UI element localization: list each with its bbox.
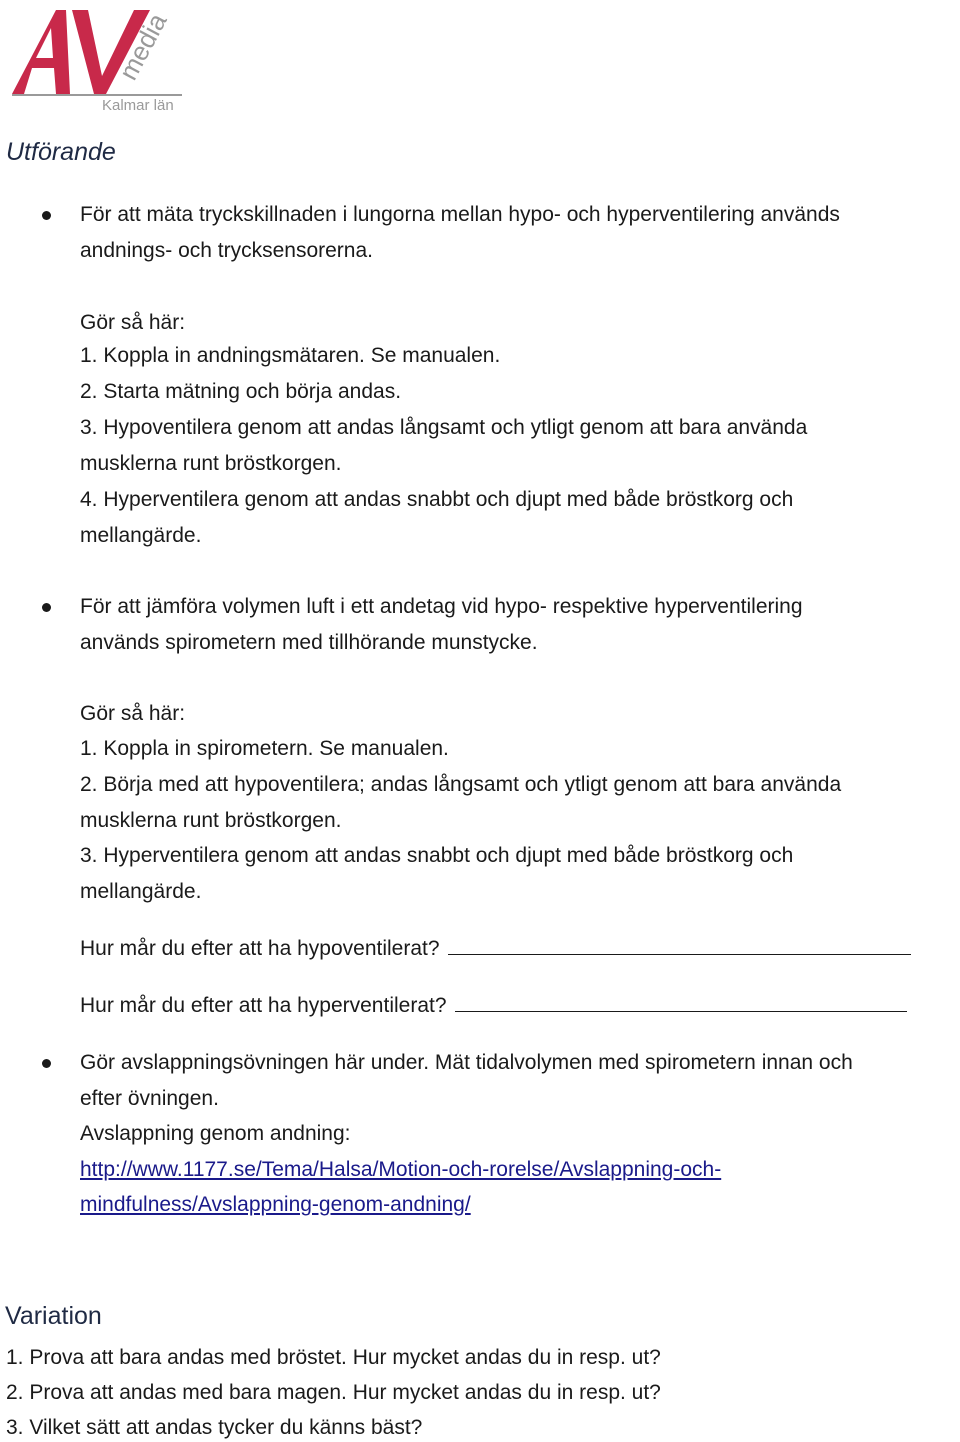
bullet1-step: musklerna runt bröstkorgen. [80,452,342,475]
bullet-dot [42,1059,51,1068]
variation-item: 3. Vilket sätt att andas tycker du känns bäst? [6,1416,423,1439]
av-media-logo [4,2,184,114]
bullet1-step: 3. Hypoventilera genom att andas långsamt och ytligt genom att bara använda [80,416,808,439]
bullet1-step: mellangärde. [80,524,202,547]
variation-item: 2. Prova att andas med bara magen. Hur mycket andas du in resp. ut? [6,1381,661,1404]
bullet2-step: 2. Börja med att hypoventilera; andas långsamt och ytligt genom att bara använda [80,773,842,796]
variation-item: 1. Prova att bara andas med bröstet. Hur mycket andas du in resp. ut? [6,1346,661,1369]
question-hyper-text: Hur mår du efter att ha hyperventilerat? [80,994,447,1017]
question-hypo-text: Hur mår du efter att ha hypoventilerat? [80,937,440,960]
logo-region-text: Kalmar län [102,97,174,114]
bullet2-line: För att jämföra volymen luft i ett andetag vid hypo- respektive hyperventilering [80,595,803,618]
logo-media-text: media [112,8,173,85]
bullet2-line: används spirometern med tillhörande munstycke. [80,631,538,654]
relaxation-link[interactable] [80,1191,471,1219]
question-hyper [80,991,907,1020]
bullet3-line: efter övningen. [80,1087,219,1110]
relaxation-link-part1[interactable]: http://www.1177.se/Tema/Halsa/Motion-och-rorelse/Avslappning-och- [80,1158,722,1181]
question-hypo [80,934,911,963]
bullet1-line: andnings- och trycksensorerna. [80,239,373,262]
bullet-dot [42,211,51,220]
section-title: Utförande [6,138,116,166]
answer-blank-hypo[interactable] [448,934,911,955]
bullet-dot [42,603,51,612]
bullet2-intro: Gör så här: [80,702,186,725]
bullet1-line: För att mäta tryckskillnaden i lungorna mellan hypo- och hyperventilering används [80,203,840,226]
bullet1-step: 2. Starta mätning och börja andas. [80,380,402,403]
bullet3-line: Gör avslappningsövningen här under. Mät tidalvolymen med spirometern innan och [80,1051,853,1074]
bullet2-step: 1. Koppla in spirometern. Se manualen. [80,737,449,760]
variation-title: Variation [5,1302,102,1330]
answer-blank-hyper[interactable] [455,991,907,1012]
bullet1-step: 1. Koppla in andningsmätaren. Se manualen. [80,344,501,367]
bullet2-step: musklerna runt bröstkorgen. [80,809,342,832]
bullet2-step: mellangärde. [80,880,202,903]
bullet1-intro: Gör så här: [80,311,186,334]
relaxation-link-part2[interactable]: mindfulness/Avslappning-genom-andning/ [80,1193,471,1216]
bullet3-line: Avslappning genom andning: [80,1122,351,1145]
bullet2-step: 3. Hyperventilera genom att andas snabbt och djupt med både bröstkorg och [80,844,794,867]
bullet1-step: 4. Hyperventilera genom att andas snabbt och djupt med både bröstkorg och [80,488,794,511]
relaxation-link[interactable] [80,1156,721,1184]
